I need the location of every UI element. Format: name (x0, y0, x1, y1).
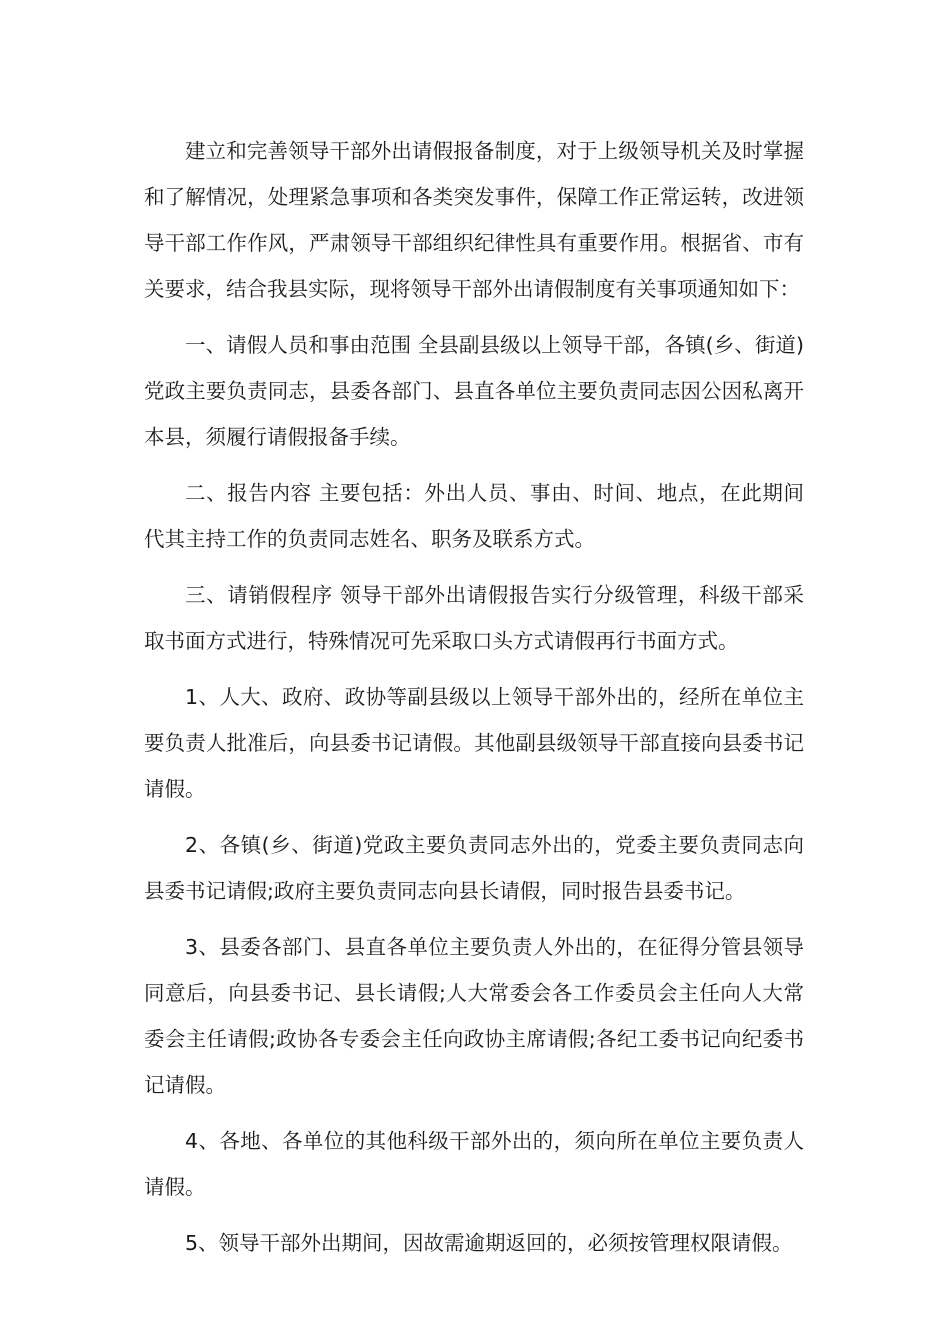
item-4-paragraph: 4、各地、各单位的其他科级干部外出的，须向所在单位主要负责人请假。 (144, 1129, 804, 1199)
item-5-paragraph: 5、领导干部外出期间，因故需逾期返回的，必须按管理权限请假。 (185, 1231, 793, 1255)
item-1-paragraph: 1、人大、政府、政协等副县级以上领导干部外出的，经所在单位主要负责人批准后，向县委书记请假。其他副县级领导干部直接向县委书记请假。 (144, 685, 804, 801)
document-body (144, 128, 804, 1266)
section-1-paragraph: 一、请假人员和事由范围 全县副县级以上领导干部，各镇(乡、街道)党政主要负责同志，县委各部门、县直各单位主要负责同志因公因私离开本县，须履行请假报备手续。 (144, 333, 804, 449)
intro-paragraph: 建立和完善领导干部外出请假报备制度，对于上级领导机关及时掌握和了解情况，处理紧急事项和各类突发事件，保障工作正常运转，改进领导干部工作作风，严肃领导干部组织纪律性具有重要作用。根据省、市有关要求，结合我县实际，现将领导干部外出请假制度有关事项通知如下： (144, 139, 804, 301)
item-2-paragraph: 2、各镇(乡、街道)党政主要负责同志外出的，党委主要负责同志向县委书记请假;政府主要负责同志向县长请假，同时报告县委书记。 (144, 833, 804, 903)
item-3-paragraph: 3、县委各部门、县直各单位主要负责人外出的，在征得分管县领导同意后，向县委书记、县长请假;人大常委会各工作委员会主任向人大常委会主任请假;政协各专委会主任向政协主席请假;各纪工委书记向纪委书记请假。 (144, 935, 804, 1097)
section-2-paragraph: 二、报告内容 主要包括：外出人员、事由、时间、地点，在此期间代其主持工作的负责同志姓名、职务及联系方式。 (144, 481, 804, 551)
section-3-paragraph: 三、请销假程序 领导干部外出请假报告实行分级管理，科级干部采取书面方式进行，特殊情况可先采取口头方式请假再行书面方式。 (144, 583, 804, 653)
